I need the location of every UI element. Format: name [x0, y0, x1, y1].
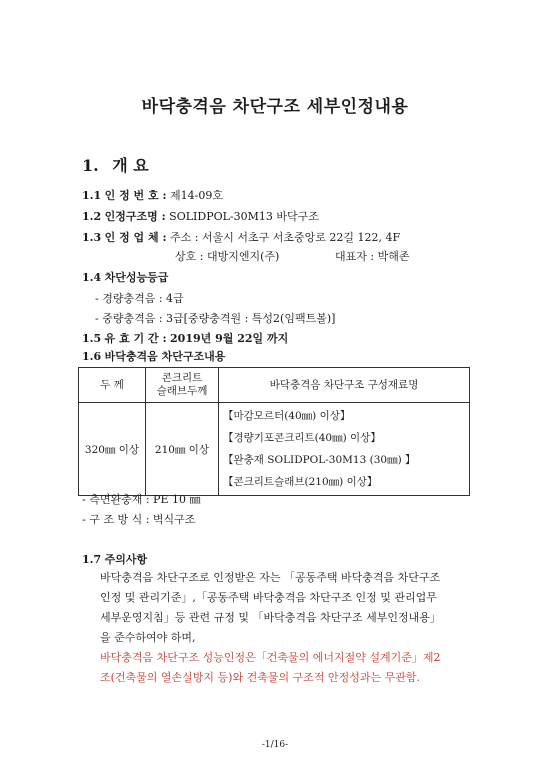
item-grade-heading: 1.4 차단성능등급: [82, 271, 169, 284]
grade-heavy-impact: - 중량충격음 : 3급[중량충격원 : 특성2(임팩트볼)]: [95, 312, 336, 325]
header-materials: 바닥충격음 차단구조 구성재료명: [219, 368, 470, 403]
item-validity: 1.5 유 효 기 간 : 2019년 9월 22일 까지: [82, 332, 289, 345]
section-number: 1.: [82, 156, 99, 175]
section-1-heading: [82, 153, 149, 176]
layer-item: 【마감모르터(40㎜) 이상】: [223, 410, 351, 422]
item-value: SOLIDPOL-30M13 바닥구조: [169, 210, 319, 223]
caution-line-red: 바닥충격음 차단구조 성능인정은「건축물의 에너지절약 설계기준」제2: [100, 651, 441, 664]
company-name: 상호 : 대방지엔지(주): [175, 250, 280, 263]
item-label: 주의사항: [104, 553, 148, 566]
caution-line: 을 준수하여야 하며,: [100, 631, 196, 644]
caution-line: 바닥충격음 차단구조로 인정받은 자는 「공동주택 바닥충격음 차단구조: [100, 571, 441, 584]
page-number: -1/16-: [261, 740, 289, 750]
layer-item: 【경량기포콘크리트(40㎜) 이상】: [223, 432, 381, 444]
section-label: 개 요: [112, 156, 149, 175]
table-header-row: [79, 368, 470, 403]
cell-thickness: 320㎜ 이상: [79, 403, 146, 496]
item-label: 인 정 번 호 :: [104, 189, 167, 202]
item-value: 제14-09호: [170, 189, 223, 202]
note-structure-type: - 구 조 방 식 : 벽식구조: [82, 513, 196, 526]
layer-item: 【콘크리트슬래브(210㎜) 이상】: [223, 476, 378, 488]
cell-slab: 210㎜ 이상: [146, 403, 219, 496]
caution-line: 세부운영지침」등 관련 규정 및 「바닥충격음 차단구조 세부인정내용」: [100, 611, 441, 624]
header-slab: 콘크리트 슬래브두께: [146, 368, 219, 403]
item-label: 인 정 업 체 :: [104, 231, 167, 244]
item-company: 1.3 인 정 업 체 : 주소 : 서울시 서초구 서초중앙로 22길 122, 4F: [82, 231, 401, 244]
section-caution-heading: 1.7 주의사항: [82, 553, 148, 566]
item-label: 차단성능등급: [104, 271, 169, 284]
caution-line-red: 조(건축물의 열손실방지 등)와 건축물의 구조적 안정성과는 무관함.: [100, 671, 420, 684]
caution-paragraph: [100, 568, 441, 688]
item-label: 인정구조명 :: [104, 210, 166, 223]
item-label: 유 효 기 간 :: [104, 332, 167, 345]
company-ceo: 대표자 : 박해존: [335, 250, 410, 263]
item-label: 바닥충격음 차단구조내용: [104, 350, 226, 363]
note-side-cushion: - 측면완충재 : PE 10 ㎜: [82, 493, 201, 506]
structure-table: [78, 367, 470, 496]
document-title: 바닥충격음 차단구조 세부인정내용: [141, 97, 409, 117]
header-thickness: 두 께: [79, 368, 146, 403]
item-approval-number: 1.1 인 정 번 호 : 제14-09호: [82, 189, 223, 202]
item-structure-heading: 1.6 바닥충격음 차단구조내용: [82, 350, 226, 363]
caution-line: 인정 및 관리기준」,「공동주택 바닥충격음 차단구조 인정 및 관리업무: [100, 591, 437, 604]
item-structure-name: 1.2 인정구조명 : SOLIDPOL-30M13 바닥구조: [82, 210, 319, 223]
cell-materials: [219, 403, 470, 496]
table-row: [79, 403, 470, 496]
company-address: 주소 : 서울시 서초구 서초중앙로 22길 122, 4F: [170, 231, 401, 244]
grade-light-impact: - 경량충격음 : 4급: [95, 292, 184, 305]
item-value: 2019년 9월 22일 까지: [170, 332, 289, 345]
layer-item: 【완충재 SOLIDPOL-30M13 (30㎜) 】: [223, 454, 416, 466]
